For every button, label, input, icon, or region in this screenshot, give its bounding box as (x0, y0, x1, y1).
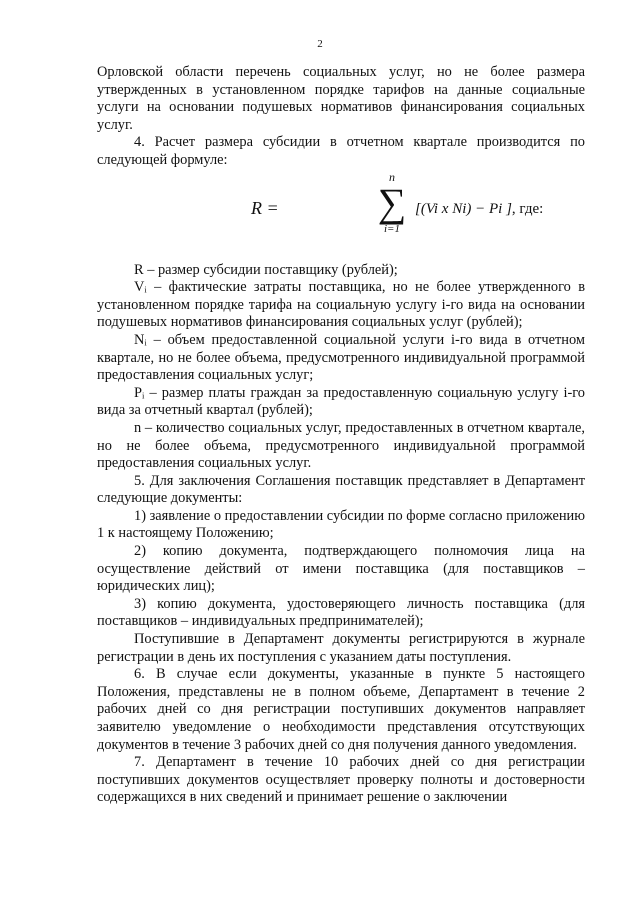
document-list-item-1: 1) заявление о предоставлении субсидии по форме согласно приложению 1 к настоящему Положению; (97, 507, 585, 542)
document-list-item-2: 2) копию документа, подтверждающего полномочия лица на осуществление действий от имени поставщика (для поставщиков – юридических лиц); (97, 543, 585, 595)
document-list-item-3: 3) копию документа, удостоверяющего личность поставщика (для поставщиков – индивидуальных предпринимателей); (97, 595, 585, 630)
summation-upper-limit: n (389, 169, 395, 184)
summation-block (372, 170, 412, 236)
paragraph-item-6: 6. В случае если документы, указанные в пункте 5 настоящего Положения, представлены не в полном объеме, Департамент в течение 2 рабочих дней со дня регистрации поступивших документов направляет заявителю уведомление о необходимости представления отсутствующих документов в течение 3 рабочих дней со дня получения данного уведомления. (97, 666, 585, 753)
document-body (97, 64, 585, 807)
definition-n: Nᵢ – объем предоставленной социальной услуги i-го вида в отчетном квартале, но не более объема, предусмотренного индивидуальной программой предоставления социальных услуг; (97, 331, 585, 384)
formula-lhs: R = (251, 197, 279, 218)
definition-r: R – размер субсидии поставщику (рублей); (134, 261, 398, 278)
page-number: 2 (317, 38, 323, 50)
summation-lower-limit: i=1 (384, 222, 400, 235)
formula-body: [(Vi x Ni) − Pi ] (415, 200, 512, 217)
formula-suffix: , где: (511, 200, 544, 217)
subsidy-formula (97, 170, 585, 262)
definition-p: Pᵢ – размер платы граждан за предоставленную социальную услугу i-го вида за отчетный квартал (рублей); (97, 384, 585, 419)
paragraph-item-4: 4. Расчет размера субсидии в отчетном квартале производится по следующей формуле: (97, 134, 585, 168)
registration-paragraph: Поступившие в Департамент документы регистрируются в журнале регистрации в день их поступления с указанием даты поступления. (97, 631, 585, 665)
paragraph-continuation: Орловской области перечень социальных услуг, но не более размера утвержденных в установленном порядке тарифов на данные социальные услуги на основании подушевых нормативов финансирования социальных услуг. (97, 64, 585, 133)
paragraph-item-7: 7. Департамент в течение 10 рабочих дней со дня регистрации поступивших документов осуществляет проверку полноты и достоверности содержащихся в них сведений и принимает решение о заключении (97, 754, 585, 806)
summation-symbol: ∑ (377, 179, 407, 225)
paragraph-item-5: 5. Для заключения Соглашения поставщик представляет в Департамент следующие документы: (97, 472, 585, 507)
definition-v: Vᵢ – фактические затраты поставщика, но не более утвержденного в установленном порядке тарифа на социальную услугу i-го вида на основании подушевых нормативов финансирования социальных услуг (рублей); (97, 279, 585, 331)
formula-rhs (415, 201, 543, 219)
definition-count: n – количество социальных услуг, предоставленных в отчетном квартале, но не более объема, предусмотренного индивидуальной программой предоставления социальных услуг. (97, 419, 585, 472)
